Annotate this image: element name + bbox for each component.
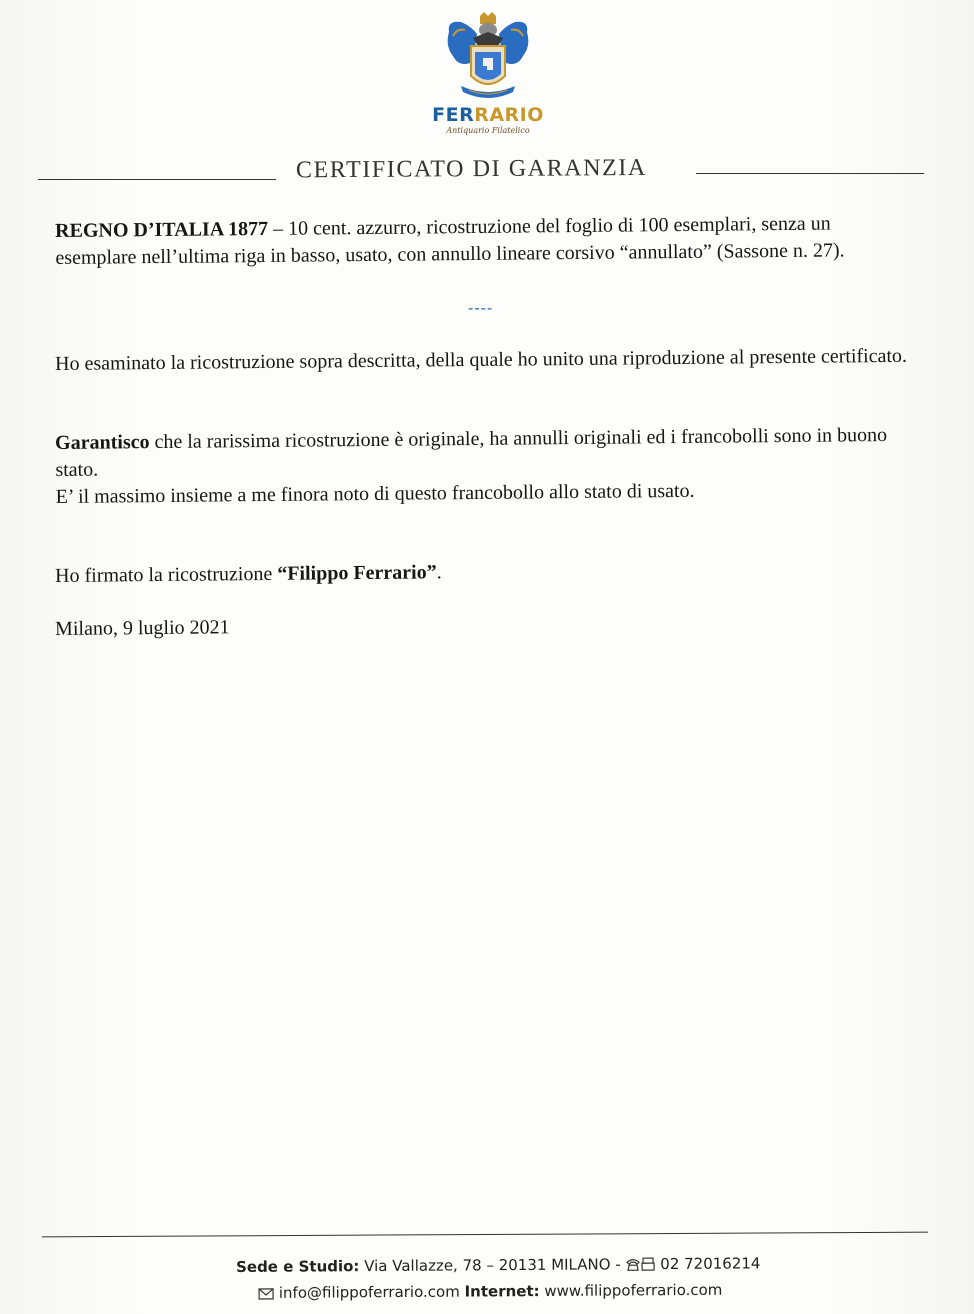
internet-label: Internet:: [464, 1282, 540, 1301]
title-row: [38, 152, 926, 192]
footer-divider: [42, 1232, 928, 1238]
brand-tagline: Antiquario Filatelico: [446, 126, 530, 135]
certificate-title: CERTIFICATO DI GARANZIA: [295, 154, 648, 184]
place-date: Milano, 9 luglio 2021: [55, 616, 230, 640]
footer-address: [236, 1254, 836, 1276]
footer-contacts: [258, 1280, 858, 1302]
address-text: Via Vallazze, 78 – 20131 MILANO -: [359, 1255, 626, 1276]
phone-icon: [625, 1257, 641, 1271]
sede-label: Sede e Studio:: [236, 1257, 360, 1276]
signature-name: “Filippo Ferrario”: [277, 561, 437, 585]
guarantee-text: che la rarissima ricostruzione è originale, ha annulli originali ed i francobolli sono in buono stato.: [55, 424, 888, 481]
guarantee-keyword: Garantisco: [55, 431, 150, 454]
stamp-description: [55, 210, 915, 272]
envelope-icon: [258, 1288, 274, 1300]
coat-of-arms-icon: [443, 12, 533, 104]
ferrario-logo: [430, 12, 546, 140]
guarantee-note: E’ il massimo insieme a me finora noto di questo francobollo allo stato di usato.: [55, 479, 695, 508]
separator: ----: [468, 300, 494, 317]
brand-name: FERRARIO: [432, 104, 544, 126]
fax-icon: [641, 1257, 655, 1271]
website-link[interactable]: www.filippoferrario.com: [539, 1280, 723, 1301]
title-divider-right: [696, 173, 924, 174]
guarantee-statement: [55, 422, 916, 511]
signature-end: .: [436, 561, 442, 584]
email-link[interactable]: info@filippoferrario.com: [273, 1282, 465, 1302]
stamp-details: – 10 cent. azzurro, ricostruzione del foglio di 100 esemplari, senza un esemplare nell’ultima riga in basso, usato, con annullo lineare corsivo “annullato” (Sassone n. 27).: [55, 212, 845, 269]
signature-statement: [55, 555, 915, 590]
stamp-issue: REGNO D’ITALIA 1877: [55, 217, 269, 242]
signature-text: Ho firmato la ricostruzione: [55, 562, 278, 587]
title-divider-left: [38, 179, 276, 180]
examination-statement: Ho esaminato la ricostruzione sopra descritta, della quale ho unito una riproduzione al presente certificato.: [55, 344, 908, 375]
phone-number: 02 72016214: [655, 1254, 761, 1274]
